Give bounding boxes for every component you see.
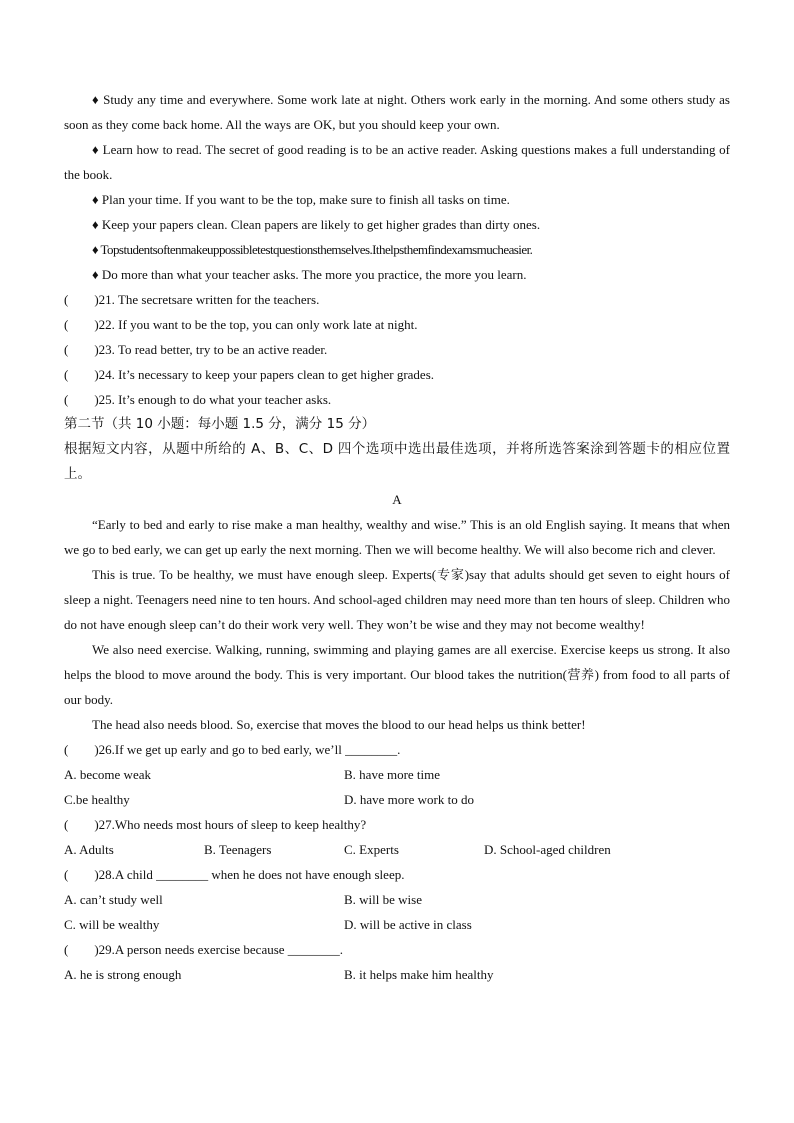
passage-paragraph: This is true. To be healthy, we must have enough sleep. Experts(专家)say that adults should get seven to eight hours of sleep a night. Teenagers need nine to ten hours. And school-aged children may need more than ten hours of sleep. Children who do not have enough sleep can’t do their work very well. They won’t be wise and they may not become wealthy! [64, 567, 730, 632]
question-25: ( )25. It’s enough to do what your teacher asks. [64, 392, 332, 407]
tip-do-more: ♦ Do more than what your teacher asks. The more you practice, the more you learn. [92, 267, 527, 282]
passage-title: A [392, 492, 402, 507]
passage-paragraph: “Early to bed and early to rise make a man healthy, wealthy and wise.” This is an old English saying. It means that when we go to bed early, we can get up early the next morning. Then we will become healthy. We will also become rich and clever. [64, 517, 730, 557]
section-2-heading: 第二节（共 10 小题：每小题 1.5 分，满分 15 分） [64, 416, 376, 432]
question-21: ( )21. The secretsare written for the teachers. [64, 292, 320, 307]
option-a: A. can’t study well [64, 892, 163, 907]
section-2-instruction: 根据短文内容，从题中所给的 A、B、C、D 四个选项中选出最佳选项，并将所选答案涂到答题卡的相应位置上。 [64, 441, 730, 482]
tip-plan-time: ♦ Plan your time. If you want to be the top, make sure to finish all tasks on time. [92, 192, 510, 207]
option-c: C. Experts [344, 842, 399, 857]
question-29-options [64, 962, 730, 987]
question-26-options [64, 762, 730, 787]
question-29: ( )29.A person needs exercise because ________. [64, 942, 344, 957]
option-b: B. Teenagers [204, 842, 272, 857]
question-27: ( )27.Who needs most hours of sleep to keep healthy? [64, 817, 367, 832]
passage-paragraph: We also need exercise. Walking, running, swimming and playing games are all exercise. Exercise keeps us strong. It also helps the blood to move around the body. This is very important. Our blood takes the nutrition(营养) from food to all parts of our body. [64, 642, 730, 707]
option-d: D. School-aged children [484, 842, 611, 857]
option-b: B. will be wise [344, 892, 422, 907]
option-a: A. Adults [64, 842, 114, 857]
option-d: D. will be active in class [344, 917, 472, 932]
question-28-options [64, 912, 730, 937]
tip-learn-to-read: ♦ Learn how to read. The secret of good reading is to be an active reader. Asking questions makes a full understanding of the book. [64, 142, 730, 182]
question-28: ( )28.A child ________ when he does not have enough sleep. [64, 867, 405, 882]
option-c: C. will be wealthy [64, 917, 160, 932]
question-23: ( )23. To read better, try to be an active reader. [64, 342, 328, 357]
question-26: ( )26.If we get up early and go to bed early, we’ll ________. [64, 742, 401, 757]
question-28-options [64, 887, 730, 912]
option-a: A. become weak [64, 767, 151, 782]
question-22: ( )22. If you want to be the top, you can only work late at night. [64, 317, 418, 332]
tip-keep-papers-clean: ♦ Keep your papers clean. Clean papers are likely to get higher grades than dirty ones. [92, 217, 541, 232]
passage-paragraph: The head also needs blood. So, exercise that moves the blood to our head helps us think better! [92, 717, 586, 732]
question-27-options [64, 837, 730, 862]
tip-study-anytime: ♦ Study any time and everywhere. Some work late at night. Others work early in the morning. And some others study as soon as they come back home. All the ways are OK, but you should keep your own. [64, 92, 730, 132]
question-26-options [64, 787, 730, 812]
option-a: A. he is strong enough [64, 967, 182, 982]
page-content [64, 87, 730, 987]
option-b: B. it helps make him healthy [344, 967, 494, 982]
tip-make-test-questions: ♦ Topstudentsoftenmakeuppossibletestquestionsthemselves.Ithelpsthemfindexamsmucheasier. [92, 242, 533, 257]
option-b: B. have more time [344, 767, 441, 782]
question-24: ( )24. It’s necessary to keep your papers clean to get higher grades. [64, 367, 435, 382]
option-d: D. have more work to do [344, 792, 474, 807]
option-c: C.be healthy [64, 792, 130, 807]
